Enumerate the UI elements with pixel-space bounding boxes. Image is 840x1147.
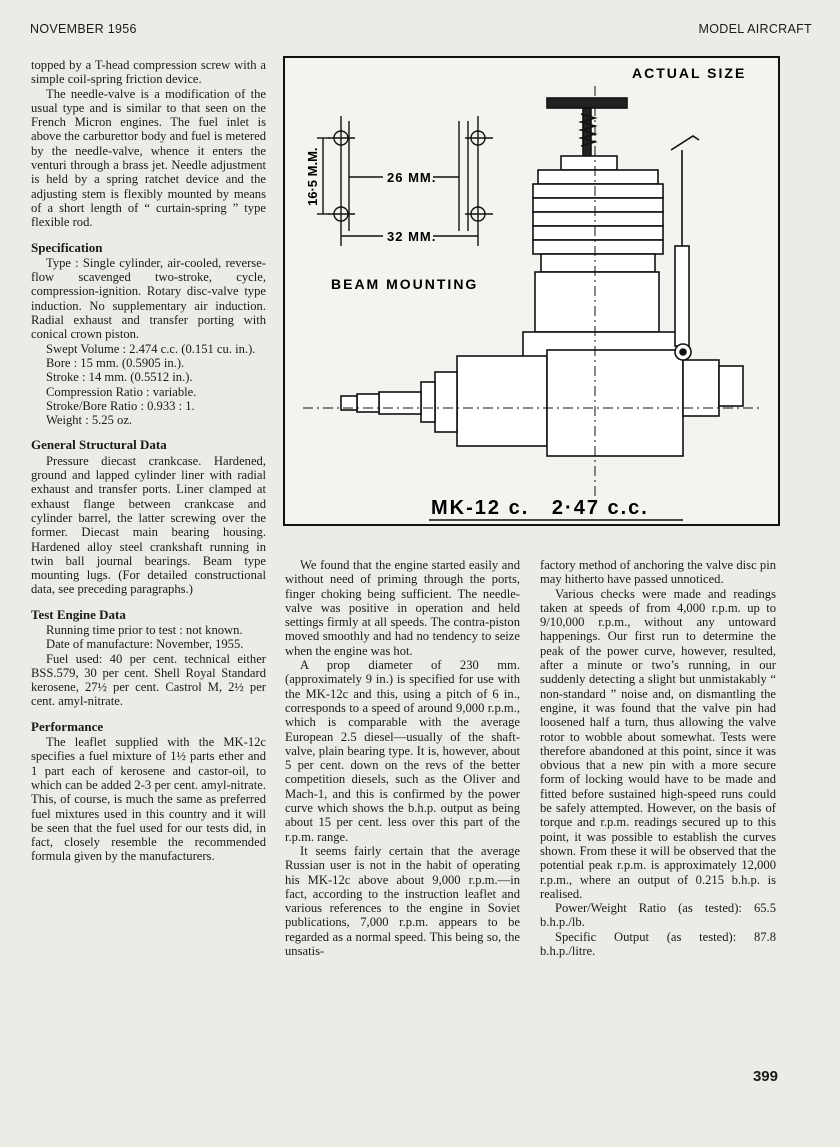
needle-valve-paragraph: The needle-valve is a modification of the usual type and is similar to that seen on the French Micron engines. The fuel inlet is above the carburettor body and fuel is metered by the needle-valve, whence it enters the venturi through a brass jet. Needle adjustment is held by a spring ratchet device and the adjusting stem is flexibly mounted by means of a short length of “ curtain-spring ” type flexible rod. <box>31 86 266 230</box>
page-number: 399 <box>752 1068 778 1085</box>
engine-drawing <box>283 56 780 526</box>
spec-stroke: Stroke : 14 mm. (0.5512 in.). <box>46 370 193 385</box>
russian-user-paragraph: It seems fairly certain that the average Russian user is not in the habit of operating his MK-12c above about 9,000 r.p.m.—in fact, according to the instruction leaflet and various references to the engine in Soviet publications, 7,000 r.p.m. appears to be regarded as a normal speed. This being so, the unsatis- <box>285 843 520 959</box>
starting-paragraph: We found that the engine started easily and without need of priming through the ports, finger choking being sufficient. The needle-valve was positive in operation and held settings firmly at all speeds. The contra-piston moved smoothly and had no tendency to seize when the engine was hot. <box>285 558 520 658</box>
ted-fuel-used: Fuel used: 40 per cent. technical either BSS.579, 30 per cent. Shell Royal Standard kerosene, 27½ per cent. Castrol M, 2½ per cent. amyl-nitrate. <box>31 651 266 709</box>
spec-swept-volume: Swept Volume : 2.474 c.c. (0.151 cu. in.). <box>46 341 256 356</box>
engine-drawing-figure <box>283 56 780 526</box>
running-header-date: NOVEMBER 1956 <box>30 22 137 36</box>
ted-date-of-manufacture: Date of manufacture: November, 1955. <box>46 637 244 652</box>
specification-heading: Specification <box>31 239 103 255</box>
actual-size-label: ACTUAL SIZE <box>632 65 747 81</box>
spec-compression-ratio: Compression Ratio : variable. <box>46 384 197 399</box>
width-32mm-label: 32 MM. <box>387 229 437 244</box>
test-engine-data-heading: Test Engine Data <box>31 606 126 622</box>
performance-text: The leaflet supplied with the MK-12c specifies a fuel mixture of 1½ parts ether and 1 part each of kerosene and castor-oil, to which can be added 2-3 per cent. amyl-nitrate. This, of course, is much the same as preferred fuel mixtures used in this country and it will be seen that the fuel used for our tests did, in fact, closely resemble the recommended formula given by the manufacturers. <box>31 735 266 864</box>
running-header-magazine: MODEL AIRCRAFT <box>698 22 812 36</box>
intro-paragraph: topped by a T-head compression screw with a simple coil-spring friction device. <box>31 58 266 87</box>
spec-bore: Bore : 15 mm. (0.5905 in.). <box>46 355 185 370</box>
model-label: MK-12 c. 2·47 c.c. <box>431 497 649 519</box>
ted-running-time: Running time prior to test : not known. <box>46 622 243 637</box>
beam-mounting-label: BEAM MOUNTING <box>331 276 479 292</box>
column-right <box>540 558 776 958</box>
prop-paragraph: A prop diameter of 230 mm. (approximately 9 in.) is specified for use with the MK-12c and this, using a pitch of 6 in., corresponds to a speed of around 9,000 r.p.m., which is comparable with the average European 2.5 diesel—usually of the shaft-valve, plain bearing type. It is, however, about 5 per cent. down on the revs of the better competition diesels, such as the Oliver and Mach-1, and this is confirmed by the power curve which shows the b.h.p. output as being about 15 per cent. less over this part of the r.p.m. range. <box>285 658 520 844</box>
column-middle <box>285 558 520 958</box>
general-structural-data-heading: General Structural Data <box>31 437 167 453</box>
spec-stroke-bore-ratio: Stroke/Bore Ratio : 0.933 : 1. <box>46 398 195 413</box>
performance-heading: Performance <box>31 718 104 734</box>
width-26mm-label: 26 MM. <box>387 170 437 185</box>
general-structural-data-text: Pressure diecast crankcase. Hardened, ground and lapped cylinder liner with radial exhaust and transfer ports. Liner clamped at exhaust flange between crankcase and cylinder barrel, the latter screwing over the former. Diecast main bearing housing. Hardened alloy steel crankshaft running in twin ball journal bearings. Beam type mounting lugs. (For detailed constructional data, see preceding paragraphs.) <box>31 453 266 597</box>
power-weight-ratio: Power/Weight Ratio (as tested): 65.5 b.h.p./lb. <box>540 901 776 930</box>
valve-pin-continuation: factory method of anchoring the valve disc pin may hitherto have passed unnoticed. <box>540 558 776 587</box>
spec-weight: Weight : 5.25 oz. <box>46 413 133 428</box>
checks-paragraph: Various checks were made and readings taken at speeds of from 4,000 r.p.m. up to 9/10,000 r.p.m., without any untoward happenings. Our first run to determine the peak of the power curve, however, resulted, after a minute or two’s running, in our suddenly detecting a slight but unmistakably “ non-standard ” noise and, on dismantling the engine, it was found that the valve pin had loosened half a turn, thus allowing the valve rotor to wobble about somewhat. Tests were therefore abandoned at this point, since it was obvious that a new pin with a more secure form of locking would have to be made and fitted before sustained high-speed runs could be safely attempted. However, on the basis of torque and r.p.m. readings secured up to this point, it was possible to establish the curves shown. From these it will be observed that the potential peak r.p.m. is approximately 12,000 r.p.m., where an output of 0.215 b.h.p. is realised. <box>540 586 776 901</box>
height-dimension-label: 16·5 M.M. <box>305 147 320 206</box>
spec-type: Type : Single cylinder, air-cooled, reverse-flow scavenged two-stroke, cycle, compression-ignition. Rotary disc-valve type induction. No supplementary air induction. Radial exhaust and transfer porting with conical crown piston. <box>31 255 266 342</box>
specific-output: Specific Output (as tested): 87.8 b.h.p./litre. <box>540 929 776 959</box>
column-left <box>31 58 266 864</box>
